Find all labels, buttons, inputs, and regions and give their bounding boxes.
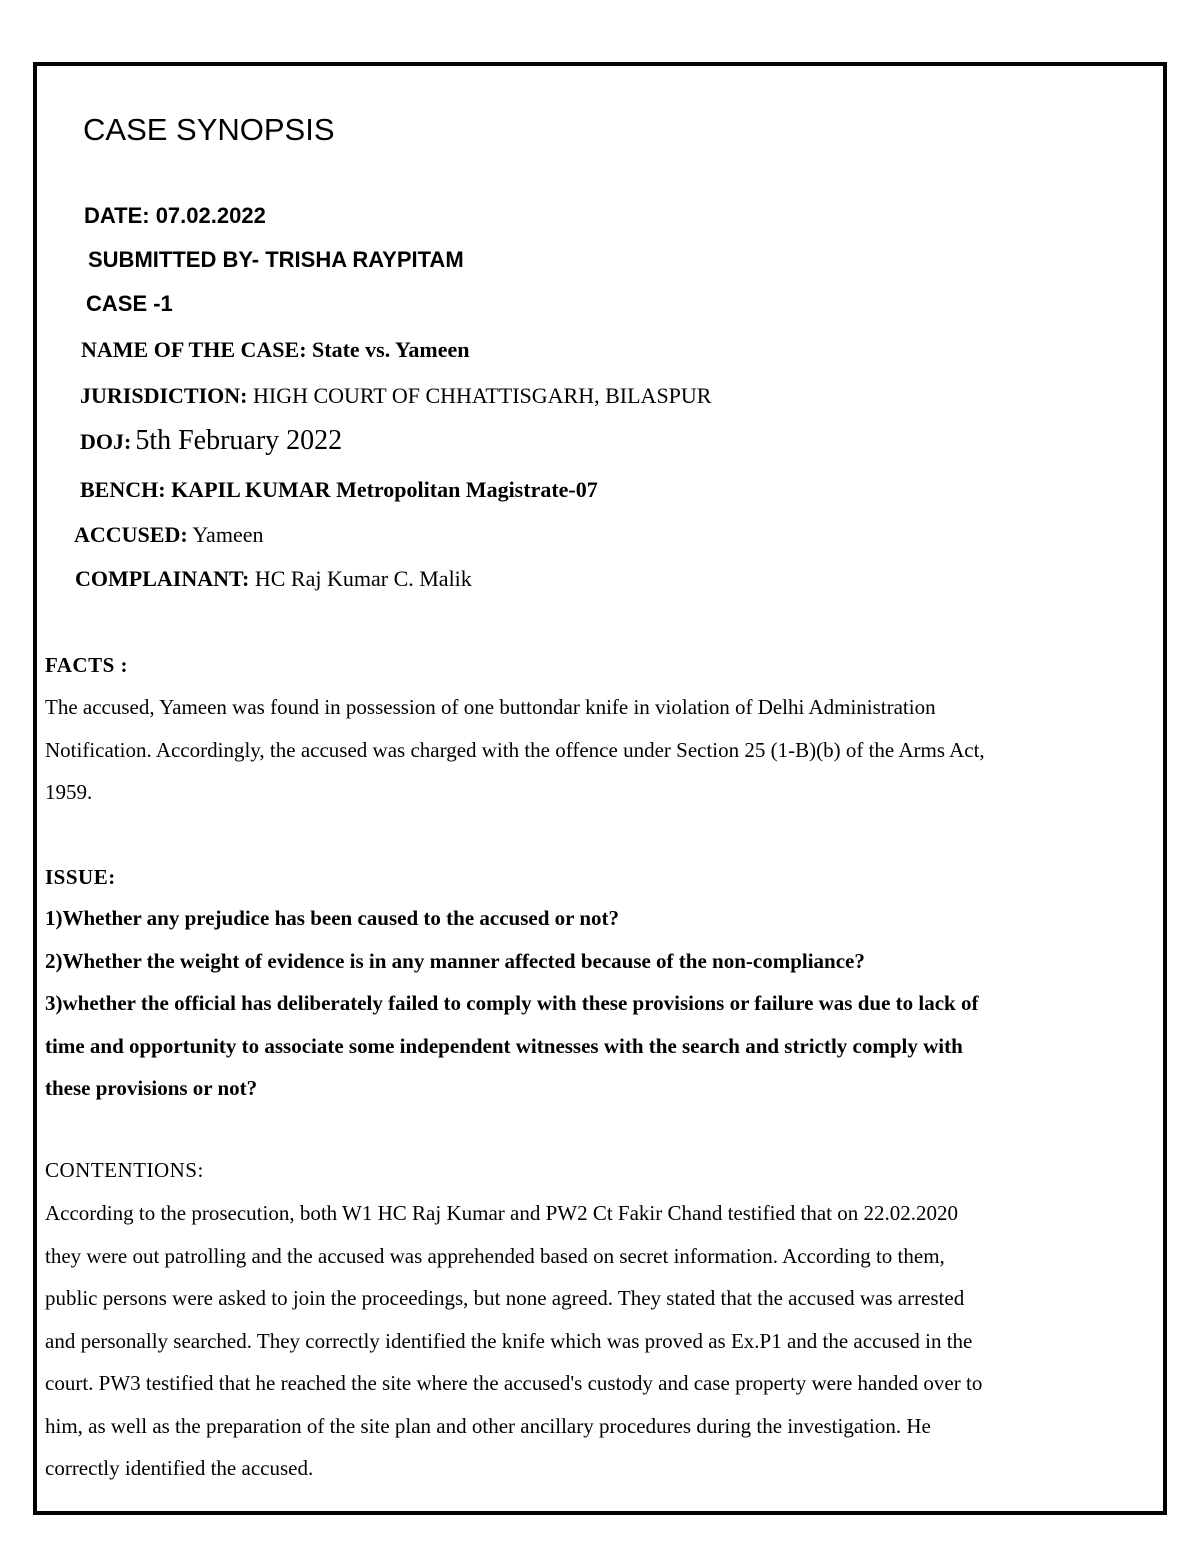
issue-line: 2)Whether the weight of evidence is in any manner affected because of the non-compliance?: [45, 948, 865, 973]
contentions-line: him, as well as the preparation of the site plan and other ancillary procedures during the investigation. He: [45, 1413, 931, 1438]
bench-line: [80, 477, 598, 503]
facts-line: The accused, Yameen was found in possession of one buttondar knife in violation of Delhi Administration: [45, 695, 936, 719]
date-line: DATE: 07.02.2022: [84, 203, 266, 228]
contentions-line: According to the prosecution, both W1 HC Raj Kumar and PW2 Ct Fakir Chand testified that on 22.02.2020: [45, 1201, 958, 1225]
complainant-value: HC Raj Kumar C. Malik: [254, 566, 472, 591]
facts-line: 1959.: [45, 780, 93, 804]
accused-line: [74, 522, 263, 548]
issue-line: 3)whether the official has deliberately failed to comply with these provisions or failure was due to lack of: [45, 991, 979, 1015]
contentions-paragraph: [45, 1192, 1145, 1490]
case-number-line: CASE -1: [86, 291, 173, 316]
contentions-line: court. PW3 testified that he reached the site where the accused's custody and case property were handed over to: [45, 1371, 983, 1395]
jurisdiction-label: JURISDICTION:: [80, 383, 248, 408]
bench-value: KAPIL KUMAR Metropolitan Magistrate-07: [171, 477, 598, 502]
issue-line: 1)Whether any prejudice has been caused to the accused or not?: [45, 906, 619, 930]
jurisdiction-line: [80, 383, 711, 409]
facts-line: Notification. Accordingly, the accused was charged with the offence under Section 25 (1-B)(b) of the Arms Act,: [45, 737, 985, 762]
facts-heading: FACTS :: [45, 653, 129, 677]
doj-label: DOJ:: [80, 429, 132, 454]
contentions-line: public persons were asked to join the proceedings, but none agreed. They stated that the accused was arrested: [45, 1286, 965, 1310]
jurisdiction-value: HIGH COURT OF CHHATTISGARH, BILASPUR: [252, 383, 712, 408]
document-title: CASE SYNOPSIS: [83, 112, 335, 147]
issue-paragraph: [45, 897, 1145, 1110]
contentions-line: correctly identified the accused.: [45, 1456, 314, 1480]
name-of-case-value: State vs. Yameen: [312, 337, 470, 362]
submitted-by-line: SUBMITTED BY- TRISHA RAYPITAM: [88, 247, 464, 272]
complainant-label: COMPLAINANT:: [75, 566, 250, 591]
facts-paragraph: [45, 686, 1145, 814]
name-of-case-line: [81, 337, 469, 363]
complainant-line: [75, 566, 472, 592]
contentions-line: and personally searched. They correctly identified the knife which was proved as Ex.P1 and the accused in the: [45, 1328, 973, 1353]
issue-line: time and opportunity to associate some independent witnesses with the search and strictly comply with: [45, 1033, 963, 1058]
issue-line: these provisions or not?: [45, 1076, 258, 1100]
accused-value: Yameen: [192, 522, 264, 547]
doj-value: 5th February 2022: [135, 425, 343, 456]
issue-heading: ISSUE:: [45, 865, 116, 889]
bench-label: BENCH:: [80, 477, 166, 502]
name-of-case-label: NAME OF THE CASE:: [81, 337, 307, 362]
doj-line: [80, 425, 342, 457]
contentions-line: they were out patrolling and the accused was apprehended based on secret information. According to them,: [45, 1243, 945, 1268]
accused-label: ACCUSED:: [74, 522, 188, 547]
contentions-heading: CONTENTIONS:: [45, 1158, 204, 1182]
